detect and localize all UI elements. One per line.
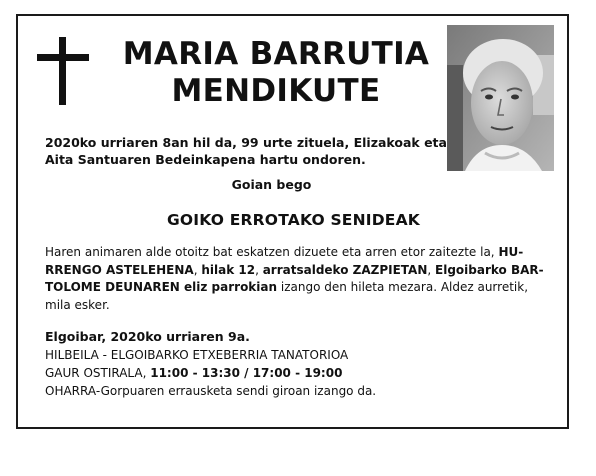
body-bold-church: Elgoibarko BARTOLOME DEUNAREN eliz parrokian xyxy=(45,262,544,294)
body-bold-date: hilak 12 xyxy=(201,262,256,277)
name-line-2: MENDIKUTE xyxy=(171,73,381,109)
goian-bego: Goian bego xyxy=(231,177,312,192)
visiting-hours-label: GAUR OSTIRALA, xyxy=(45,366,151,380)
body-bold-time: arratsaldeko ZAZPIETAN xyxy=(262,262,428,277)
body-text-4: , xyxy=(427,262,436,277)
place-date: Elgoibar, 2020ko urriaren 9a. xyxy=(45,329,250,344)
funeral-details xyxy=(45,346,550,400)
body-text-5: izango den hileta mezara. Aldez aurretik, mila esker. xyxy=(45,280,529,312)
signers-heading: GOIKO ERROTAKO SENIDEAK xyxy=(167,211,420,229)
funeral-invitation xyxy=(45,244,550,314)
name-line-1: MARIA BARRUTIA xyxy=(122,36,430,72)
funeral-home: HILBEILA - ELGOIBARKO ETXEBERRIA TANATORIOA xyxy=(45,348,349,362)
death-announcement: 2020ko urriaren 8an hil da, 99 urte zituela, Elizakoak eta Aita Santuaren Bedeinkapena hartu ondoren. xyxy=(45,135,447,167)
visiting-hours-times: 11:00 - 13:30 / 17:00 - 19:00 xyxy=(150,366,343,380)
visiting-hours xyxy=(45,364,550,382)
deceased-name xyxy=(108,36,444,110)
body-text-1: Haren animaren alde otoitz bat eskatzen dizuete eta arren etor zaitezte la, xyxy=(45,245,499,259)
portrait-photo xyxy=(447,25,554,171)
cross-icon xyxy=(37,37,89,105)
note-line: OHARRA-Gorpuaren errausketa sendi giroan izango da. xyxy=(45,384,377,398)
obituary-card xyxy=(16,14,569,429)
body-bold-day: HURRENGO ASTELEHENA xyxy=(45,245,524,277)
body-text-2: , xyxy=(193,262,202,277)
body-text-3: , xyxy=(255,262,263,277)
